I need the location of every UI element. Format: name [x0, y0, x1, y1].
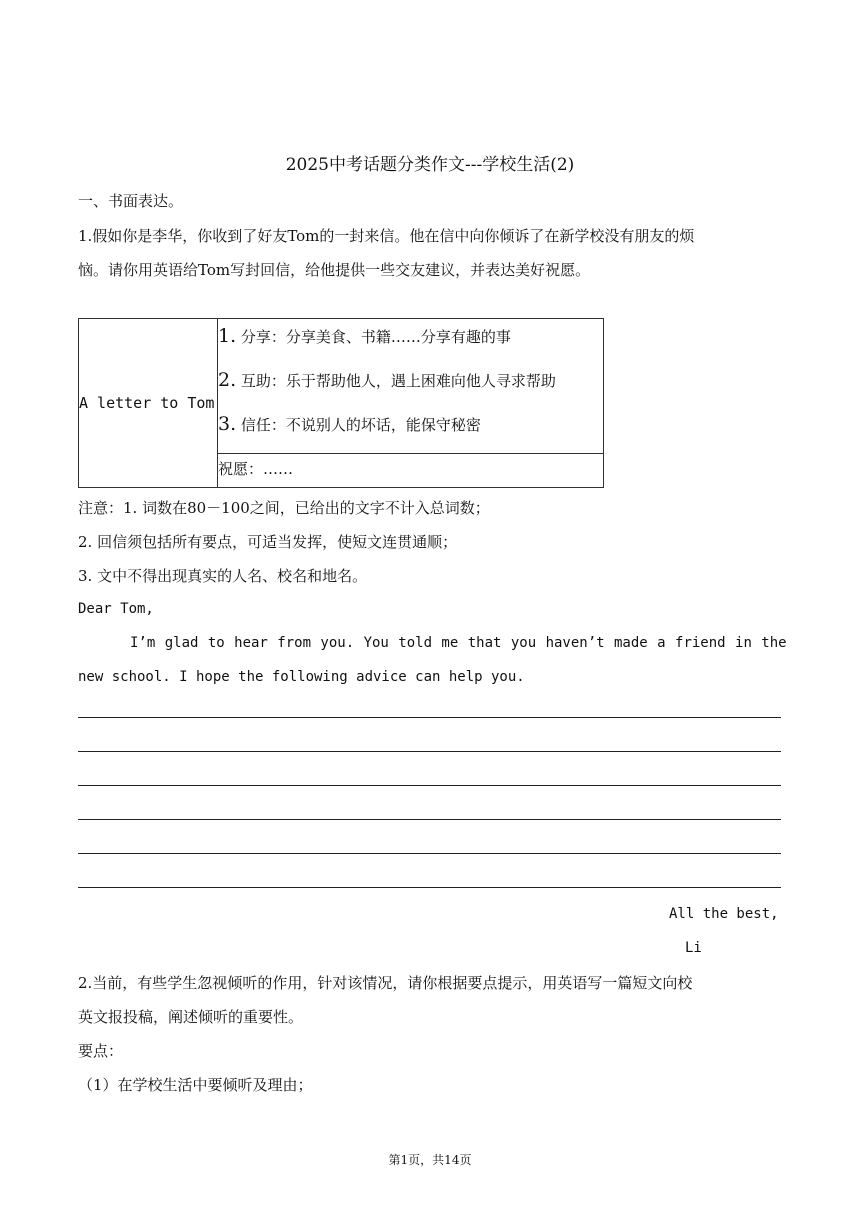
task2-points-label: 要点：: [78, 1042, 124, 1060]
page-title: 2025中考话题分类作文---学校生活(2): [285, 155, 575, 175]
note-2: 2. 回信须包括所有要点，可适当发挥，使短文连贯通顺；: [78, 533, 458, 551]
task2-point-1: （1）在学校生活中要倾听及理由；: [78, 1076, 313, 1094]
requirements-table: [78, 318, 604, 488]
table-topic: A letter to Tom: [79, 394, 215, 412]
letter-signature: Li: [685, 940, 702, 956]
note-1: 注意：1. 词数在80－100之间，已给出的文字不计入总词数；: [78, 499, 490, 517]
table-topic-cell: [79, 319, 218, 488]
writing-line: [78, 887, 781, 888]
table-wishes-cell: [218, 454, 604, 488]
table-point: 1. 分享：分享美食、书籍……分享有趣的事: [218, 325, 511, 347]
task1-prompt-line2: 恼。请你用英语给Tom写封回信，给他提供一些交友建议，并表达美好祝愿。: [78, 261, 591, 279]
task2-prompt-line2: 英文报投稿，阐述倾听的重要性。: [78, 1008, 304, 1026]
letter-greeting: Dear Tom,: [78, 601, 154, 617]
table-wishes: 祝愿：……: [218, 460, 294, 478]
table-point: 2. 互助：乐于帮助他人，遇上困难向他人寻求帮助: [218, 369, 556, 391]
note-3: 3. 文中不得出现真实的人名、校名和地名。: [78, 567, 368, 585]
task1-prompt-line1: 1.假如你是李华，你收到了好友Tom的一封来信。他在信中向你倾诉了在新学校没有朋友的烦: [78, 227, 695, 245]
letter-body-line2: new school. I hope the following advice can help you.: [78, 669, 525, 685]
section-heading: 一、书面表达。: [78, 192, 184, 210]
page-footer: 第1页，共14页: [388, 1153, 472, 1167]
letter-closing: All the best,: [669, 906, 779, 922]
writing-line: [78, 819, 781, 820]
writing-line: [78, 751, 781, 752]
letter-body-line1: I’m glad to hear from you. You told me that you haven’t made a friend in the: [130, 635, 787, 651]
table-point: 3. 信任：不说别人的坏话，能保守秘密: [218, 413, 481, 435]
writing-line: [78, 717, 781, 718]
table-points-cell: [218, 319, 604, 454]
writing-line: [78, 785, 781, 786]
writing-line: [78, 853, 781, 854]
task2-prompt-line1: 2.当前，有些学生忽视倾听的作用，针对该情况，请你根据要点提示，用英语写一篇短文向校: [78, 974, 693, 992]
